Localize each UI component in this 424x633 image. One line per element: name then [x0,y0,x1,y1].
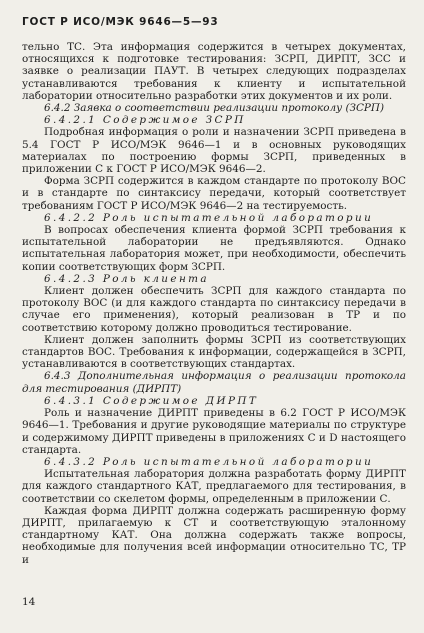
page-number: 14 [22,596,36,608]
subsection-heading: 6.4.2.1 Содержимое ЗСРП [44,114,246,127]
paragraph: тельно ТС. Эта информация содержится в четырех документах, относящихся к подготовке тестирования: ЗСРП, ДИРПТ, ЗСС и заявке о реализации ПАУТ. В четырех следующих подразделах устанавливаются требования к клиенту и испытательной лаборатории относительно разработки этих документов и их роли. [22,41,406,102]
section-heading: 6.4.2 Заявка о соответствии реализации протоколу (ЗСРП) [44,102,385,115]
subsection-heading: 6.4.3.1 Содержимое ДИРПТ [44,394,259,407]
paragraph: В вопросах обеспечения клиента формой ЗСРП требования к испытательной лаборатории не предъявляются. Однако испытательная лаборатория может, при необходимости, обеспечить копии соответствующих форм ЗСРП. [22,224,406,273]
paragraph: Каждая форма ДИРПТ должна содержать расширенную форму ДИРПТ, прилагаемую к СТ и соответствующую эталонному стандартному КАТ. Она должна содержать также вопросы, необходимые для получения всей информации относительно ТС, ТР и [22,504,406,566]
section-heading: 6.4.3 Дополнительная информация о реализации протокола для тестирования (ДИРПТ) [22,370,406,395]
subsection-heading: 6.4.3.2 Роль испытательной лаборатории [44,455,374,468]
running-header: ГОСТ Р ИСО/МЭК 9646—5—93 [22,16,219,28]
paragraph: Испытательная лаборатория должна разработать форму ДИРПТ для каждого стандартного КАТ, предлагаемого для тестирования, в соответствии со скелетом формы, определенным в приложении С. [22,468,406,505]
subsection-heading: 6.4.2.2 Роль испытательной лаборатории [44,211,374,224]
paragraph: Подробная информация о роли и назначении ЗСРП приведена в 5.4 ГОСТ Р ИСО/МЭК 9646—1 и в основных руководящих материалах по построению формы ЗСРП, приведенных в приложении С к ГОСТ Р ИСО/МЭК 9646—2. [22,126,406,176]
document-body [22,41,406,566]
paragraph: Клиент должен заполнить формы ЗСРП из соответствующих стандартов ВОС. Требования к информации, содержащейся в ЗСРП, устанавливаются в соответствующих стандартах. [22,333,406,371]
paragraph: Форма ЗСРП содержится в каждом стандарте по протоколу ВОС и в стандарте по синтаксису передачи, который соответствует требованиям ГОСТ Р ИСО/МЭК 9646—2 на тестируемость. [22,175,406,212]
paragraph: Роль и назначение ДИРПТ приведены в 6.2 ГОСТ Р ИСО/МЭК 9646—1. Требования и другие руководящие материалы по структуре и содержимому ДИРПТ приведены в приложениях С и D настоящего стандарта. [22,407,406,456]
paragraph: Клиент должен обеспечить ЗСРП для каждого стандарта по протоколу ВОС (и для каждого стандарта по синтаксису передачи в случае его применения), который реализован в ТР и по соответствию которому должно проводиться тестирование. [22,285,406,334]
subsection-heading: 6.4.2.3 Роль клиента [44,272,210,285]
